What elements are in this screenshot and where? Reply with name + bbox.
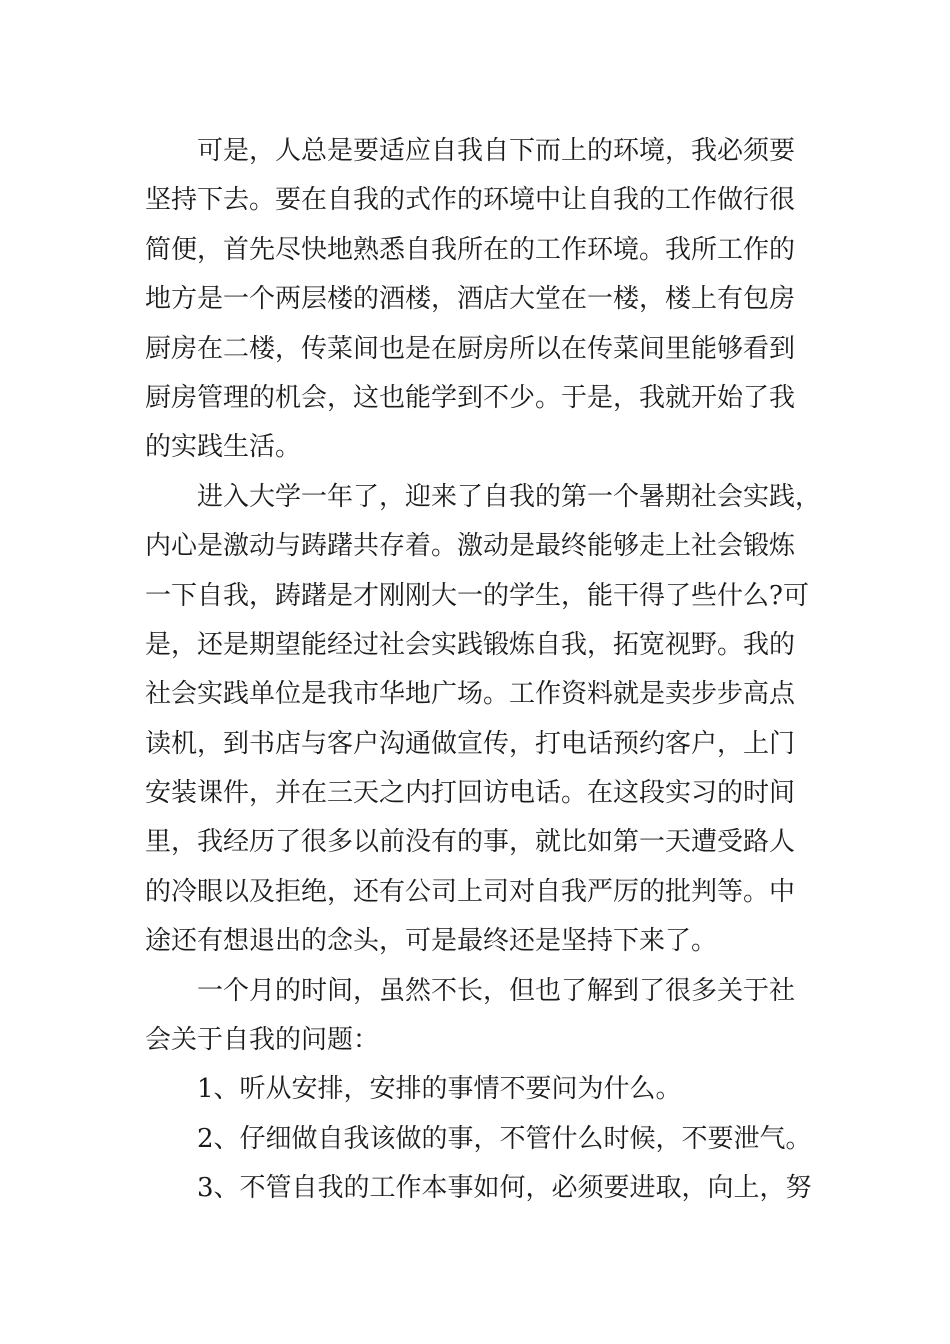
text-line: 简便，首先尽快地熟悉自我所在的工作环境。我所工作的 (145, 234, 796, 265)
text-line: 地方是一个两层楼的酒楼，酒店大堂在一楼，楼上有包房 (145, 284, 796, 315)
text-line: 一个月的时间，虽然不长，但也了解到了很多关于社 (197, 975, 796, 1006)
text-line: 一下自我，踌躇是才刚刚大一的学生，能干得了些什么?可 (145, 580, 809, 611)
paragraph (145, 473, 822, 967)
text-line: 进入大学一年了，迎来了自我的第一个暑期社会实践， (197, 481, 822, 512)
paragraph (145, 967, 810, 1066)
text-line: 内心是激动与踌躇共存着。激动是最终能够走上社会锻炼 (145, 531, 796, 562)
text-line: 2、仔细做自我该做的事，不管什么时候，不要泄气。 (197, 1123, 812, 1154)
text-line: 读机，到书店与客户沟通做宣传，打电话预约客户，上门 (145, 728, 796, 759)
text-line: 的冷眼以及拒绝，还有公司上司对自我严厉的批判等。中 (145, 876, 796, 907)
text-line: 坚持下去。要在自我的式作的环境中让自我的工作做行很 (145, 185, 796, 216)
text-line: 可是，人总是要适应自我自下而上的环境，我必须要 (197, 136, 796, 166)
text-line: 里，我经历了很多以前没有的事，就比如第一天遭受路人 (145, 827, 796, 858)
text-line: 厨房在二楼，传菜间也是在厨房所以在传菜间里能够看到 (145, 333, 796, 364)
text-line: 会关于自我的问题： (145, 1025, 380, 1056)
text-line: 3、不管自我的工作本事如何，必须要进取，向上，努 (197, 1173, 812, 1204)
text-line: 安装课件，并在三天之内打回访电话。在这段实习的时间 (145, 778, 796, 809)
paragraph (145, 127, 810, 473)
text-line: 是，还是期望能经过社会实践锻炼自我，拓宽视野。我的 (145, 629, 796, 660)
text-line: 社会实践单位是我市华地广场。工作资料就是卖步步高点 (145, 679, 796, 710)
text-line: 1、听从安排，安排的事情不要问为什么。 (197, 1074, 682, 1105)
list-item (145, 1164, 810, 1213)
list-item (145, 1115, 810, 1164)
document-body (145, 127, 822, 1214)
list-item (145, 1065, 810, 1114)
text-line: 的实践生活。 (145, 432, 302, 463)
text-line: 途还有想退出的念头，可是最终还是坚持下来了。 (145, 926, 718, 957)
text-line: 厨房管理的机会，这也能学到不少。于是，我就开始了我 (145, 382, 796, 413)
